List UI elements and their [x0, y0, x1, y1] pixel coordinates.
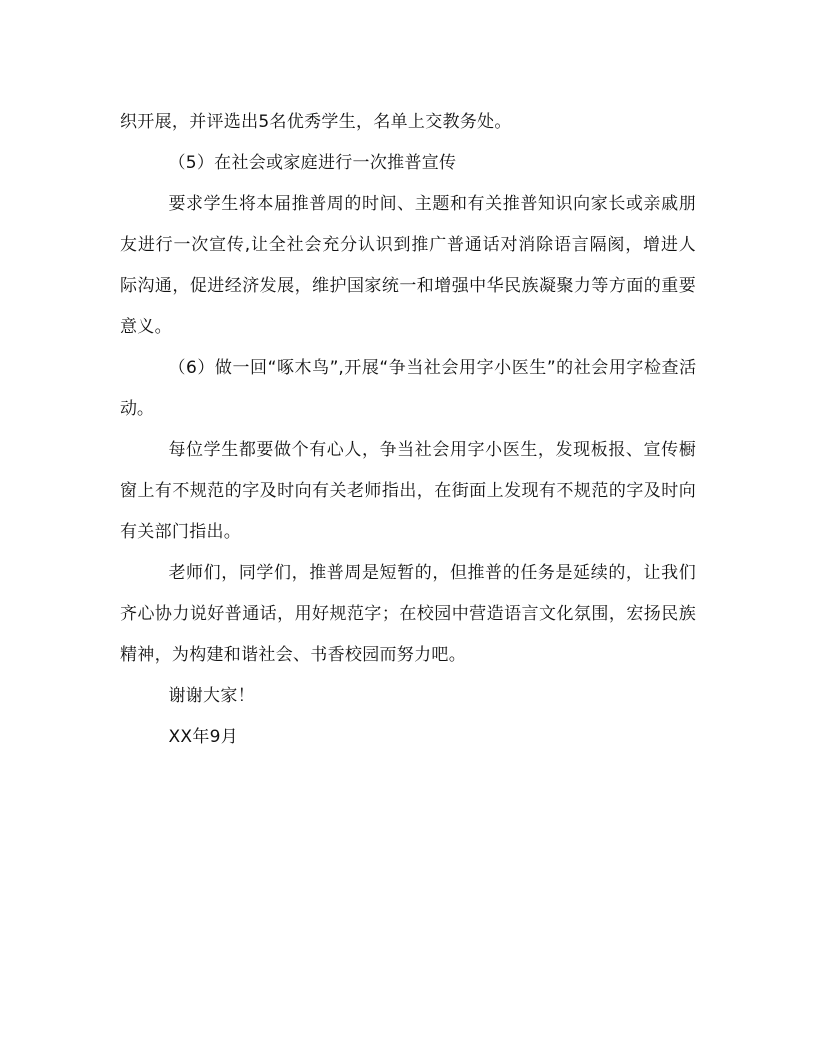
paragraph-promotion-requirement: 要求学生将本届推普周的时间、主题和有关推普知识向家长或亲戚朋友进行一次宣传,让全社会充分认识到推广普通话对消除语言隔阂，增进人际沟通，促进经济发展，维护国家统一和增强中华民族凝聚力等方面的重要意义。	[120, 194, 696, 337]
date-line: XX年9月	[168, 727, 239, 747]
paragraph-closing-appeal: 老师们，同学们，推普周是短暂的，但推普的任务是延续的，让我们齐心协力说好普通话，用好规范字；在校园中营造语言文化氛围，宏扬民族精神，为构建和谐社会、书香校园而努力吧。	[120, 563, 696, 665]
paragraph-character-check: 每位学生都要做个有心人，争当社会用字小医生，发现板报、宣传橱窗上有不规范的字及时向有关老师指出，在街面上发现有不规范的字及时向有关部门指出。	[120, 440, 696, 542]
thanks-line: 谢谢大家！	[168, 686, 255, 706]
paragraph-continuation: 织开展，并评选出5名优秀学生，名单上交教务处。	[120, 112, 512, 132]
item-5-heading: （5）在社会或家庭进行一次推普宣传	[168, 153, 457, 173]
item-6-heading: （6）做一回“啄木鸟”,开展“争当社会用字小医生”的社会用字检查活动。	[120, 358, 696, 419]
document-body	[120, 102, 696, 758]
